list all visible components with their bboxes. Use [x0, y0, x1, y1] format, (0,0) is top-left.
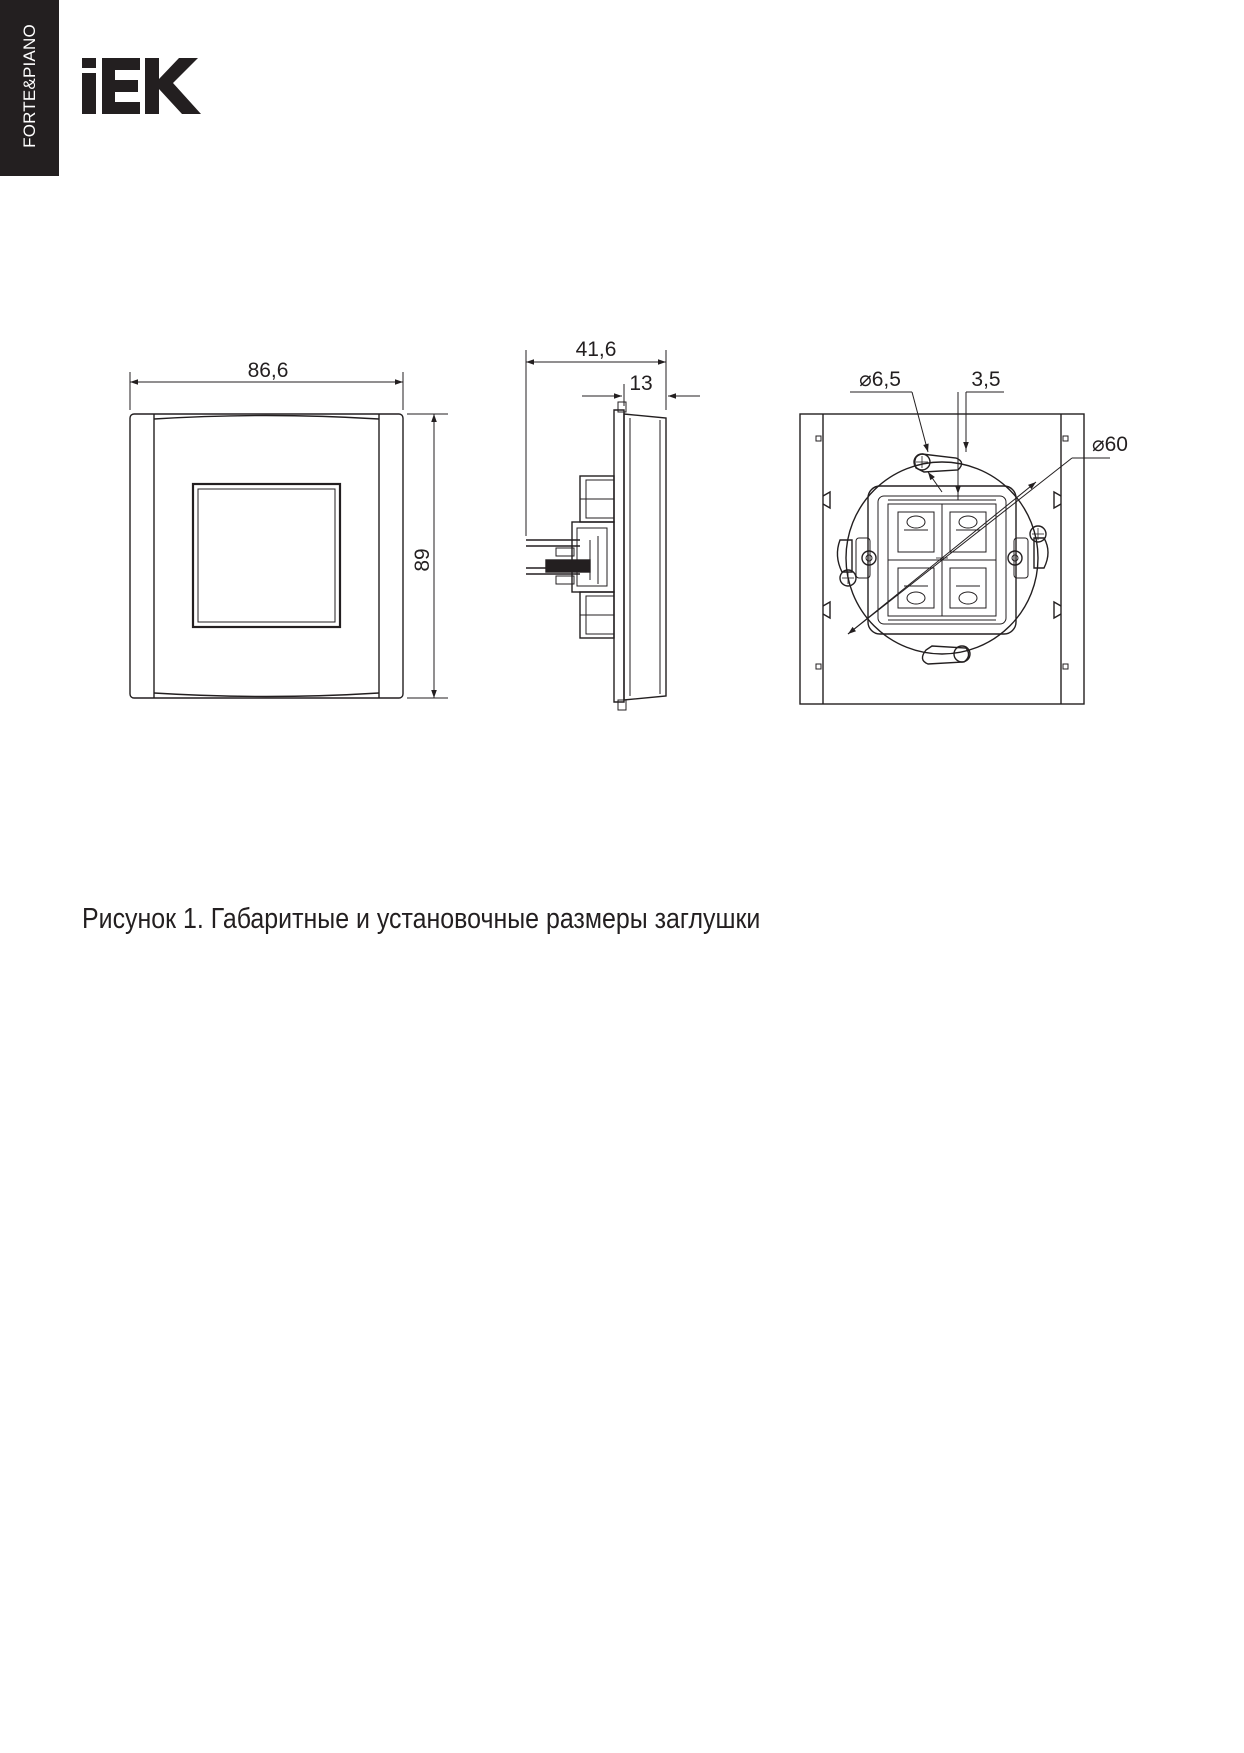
dimension-drawing — [0, 0, 1244, 760]
side-plate-label: 13 — [629, 372, 653, 395]
rear-view — [800, 392, 1110, 704]
side-view — [526, 350, 700, 710]
rear-offset-label: 3,5 — [971, 368, 1001, 391]
rear-mount-label: ⌀60 — [1091, 433, 1129, 456]
series-label: FORTE&PIANO — [20, 24, 39, 148]
front-height-label: 89 — [411, 548, 434, 572]
side-depth-label: 41,6 — [575, 338, 617, 361]
rear-hole-label: ⌀6,5 — [859, 368, 901, 391]
front-width-label: 86,6 — [247, 359, 289, 382]
front-view — [130, 372, 448, 698]
figure-caption: Рисунок 1. Габаритные и установочные размеры заглушки — [82, 903, 761, 935]
